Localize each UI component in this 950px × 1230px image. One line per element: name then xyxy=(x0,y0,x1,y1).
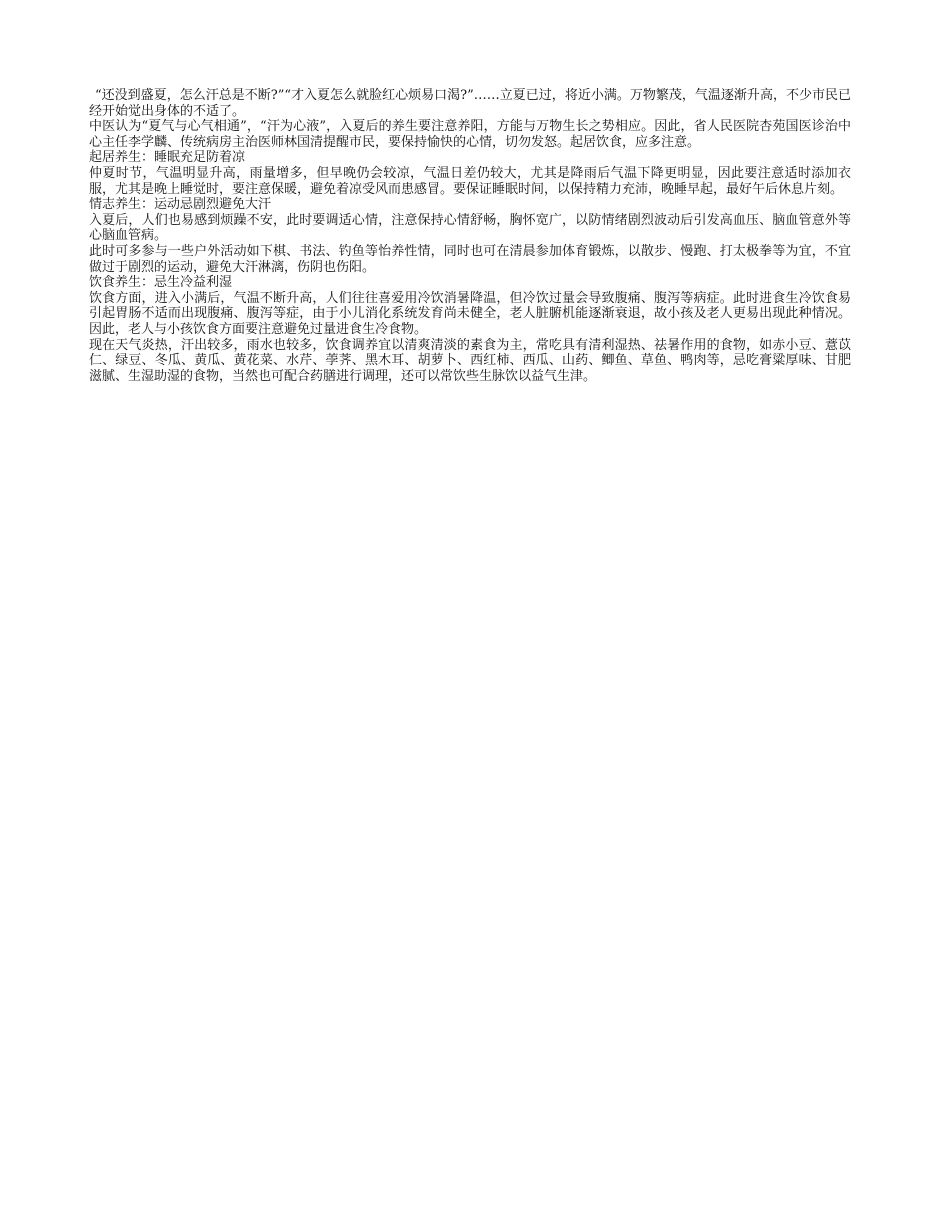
section-heading-lifestyle: 起居养生：睡眠充足防着凉 xyxy=(89,150,246,166)
intro-paragraph: “还没到盛夏，怎么汗总是不断?”“才入夏怎么就脸红心烦易口渴?”……立夏已过，将近小满。万物繁茂，气温逐渐升高，不少市民已经开始觉出身体的不适了。 xyxy=(89,88,851,119)
emotion-paragraph-2: 此时可多参与一些户外活动如下棋、书法、钓鱼等怡养性情，同时也可在清晨参加体育锻炼，以散步、慢跑、打太极拳等为宜，不宜做过于剧烈的运动，避免大汗淋漓，伤阴也伤阳。 xyxy=(89,243,851,275)
emotion-paragraph-1: 入夏后，人们也易感到烦躁不安，此时要调适心情，注意保持心情舒畅，胸怀宽广，以防情绪剧烈波动后引发高血压、脑血管意外等心脑血管病。 xyxy=(89,212,851,244)
diet-paragraph-1: 饮食方面，进入小满后，气温不断升高，人们往往喜爱用冷饮消暑降温，但冷饮过量会导致腹痛、腹泻等病症。此时进食生冷饮食易引起胃肠不适而出现腹痛、腹泻等症，由于小儿消化系统发育尚未健全，老人脏腑机能逐渐衰退，故小孩及老人更易出现此种情况。因此，老人与小孩饮食方面要注意避免过量进食生冷食物。 xyxy=(89,290,851,337)
diet-paragraph-2: 现在天气炎热，汗出较多，雨水也较多，饮食调养宜以清爽清淡的素食为主，常吃具有清利湿热、祛暑作用的食物，如赤小豆、薏苡仁、绿豆、冬瓜、黄瓜、黄花菜、水芹、荸荠、黑木耳、胡萝卜、西红柿、西瓜、山药、鲫鱼、草鱼、鸭肉等，忌吃膏粱厚味、甘肥滋腻、生湿助湿的食物，当然也可配合药膳进行调理，还可以常饮些生脉饮以益气生津。 xyxy=(89,337,851,384)
section-heading-diet: 饮食养生：忌生冷益利湿 xyxy=(89,275,233,291)
tcm-view-paragraph: 中医认为“夏气与心气相通”，“汗为心液”，入夏后的养生要注意养阳，方能与万物生长之势相应。因此，省人民医院杏苑国医诊治中心主任李学麟、传统病房主治医师林国清提醒市民，要保持愉快的心情，切勿发怒。起居饮食，应多注意。 xyxy=(89,119,851,150)
section-heading-emotion: 情志养生：运动忌剧烈避免大汗 xyxy=(89,197,272,213)
article-body xyxy=(89,88,851,384)
lifestyle-paragraph: 仲夏时节，气温明显升高，雨量增多，但早晚仍会较凉，气温日差仍较大，尤其是降雨后气温下降更明显，因此要注意适时添加衣服，尤其是晚上睡觉时，要注意保暖，避免着凉受风而患感冒。要保证睡眠时间，以保持精力充沛，晚睡早起，最好午后休息片刻。 xyxy=(89,165,851,197)
